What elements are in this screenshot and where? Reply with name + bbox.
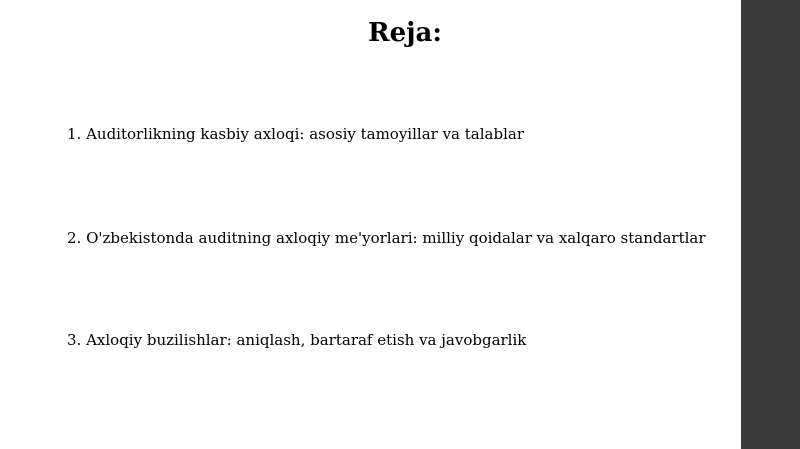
plan-item-1: 1. Auditorlikning kasbiy axloqi: asosiy tamoyillar va talablar	[67, 125, 524, 143]
slide-title: Reja:	[367, 18, 442, 48]
side-panel	[741, 0, 800, 449]
plan-item-3: 3. Axloqiy buzilishlar: aniqlash, bartaraf etish va javobgarlik	[67, 331, 527, 349]
plan-item-2: 2. O'zbekistonda auditning axloqiy me'yorlari: milliy qoidalar va xalqaro standartlar	[67, 229, 706, 247]
